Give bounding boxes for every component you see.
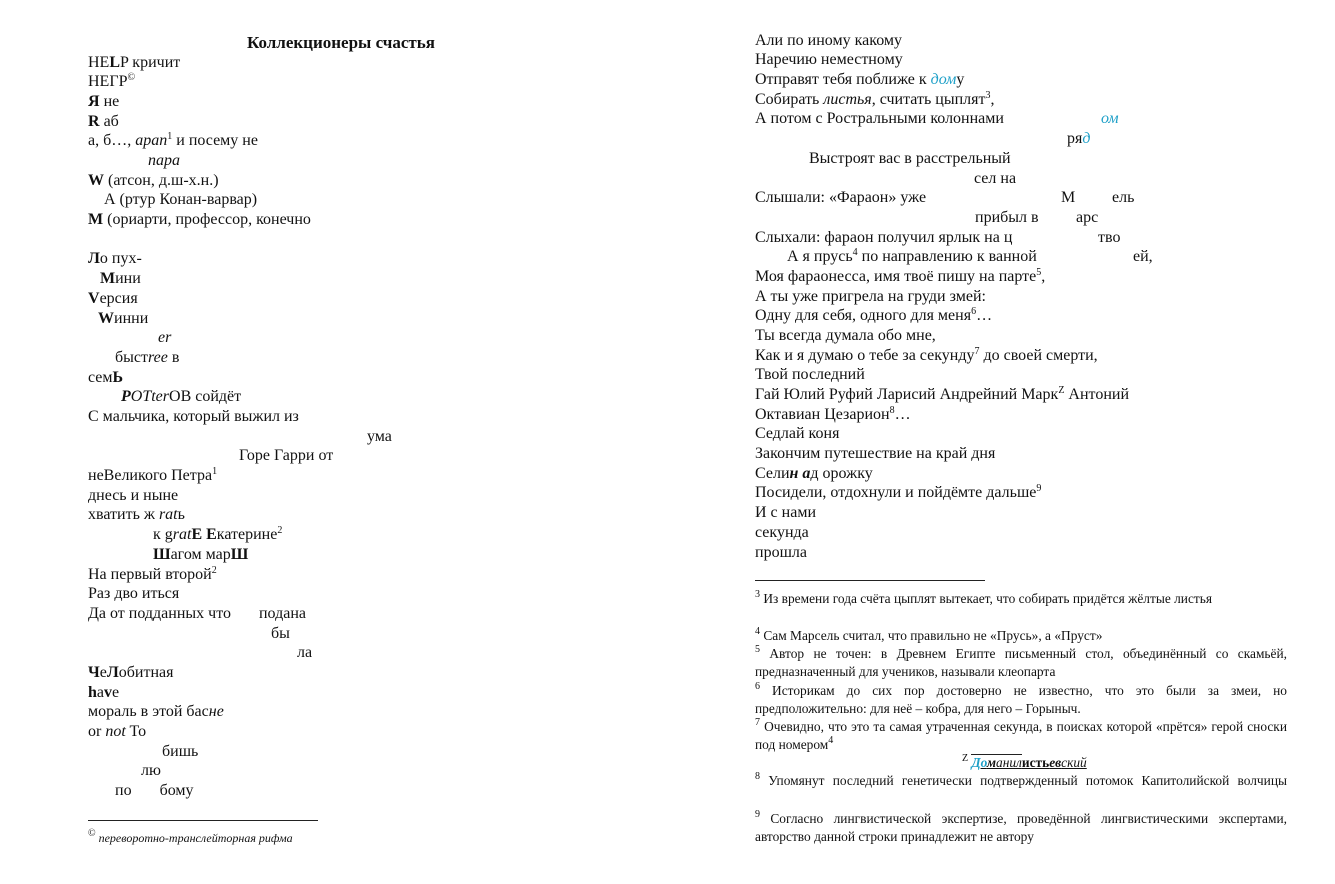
poem-line: хватить ж ratь: [88, 506, 185, 523]
poem-line: На первый второй$^2$: [88, 565, 217, 583]
footnote-4: $^4$ Сам Марсель считал, что правильно не «Прусь», а «Пруст»: [755, 626, 1103, 643]
poem-fragment: арс: [1076, 209, 1099, 226]
poem-line: неВеликого Петра$^1$: [88, 466, 218, 484]
poem-line: Гай Юлий Руфий Ларисий Андрейний Марк$^Z$ Антоний: [755, 385, 1130, 403]
poem-fragment: М: [1061, 189, 1076, 206]
footnote-7: $^7$ Очевидно, что это та самая утраченная секунда, в поисках которой «прётся» герой сноски под номером$^4$: [755, 717, 1287, 753]
poem-line: А ты уже пригрела на груди змей:: [755, 288, 986, 305]
poem-line: днесь и ныне: [88, 487, 179, 504]
poem-line: Слышали: «Фараон» уже: [755, 189, 927, 206]
poem-line: А потом с Ростральными колоннами: [755, 110, 1004, 127]
poem-line: M (ориарти, профессор, конечно: [88, 211, 311, 228]
poem-line: Отправят тебя поближе к дому: [755, 71, 965, 88]
footnote-separator: [755, 580, 985, 581]
poem-line: семЬ: [88, 369, 124, 386]
poem-line: НЕLP кричит: [88, 54, 181, 71]
poem-line: R аб: [88, 113, 119, 130]
poem-line: А я пруcь$^4$ по направлению к ванной: [787, 247, 1037, 265]
poem-line: ла: [297, 644, 313, 661]
poem-line: Да от подданных что подана: [88, 605, 306, 622]
poem-line: А (ртур Конан-варвар): [104, 191, 258, 208]
poem-line: Я не: [88, 93, 120, 110]
poem-line: Мини: [100, 270, 141, 287]
poem-line: быстree в: [115, 349, 180, 366]
poem-line: ЧеЛобитная: [88, 664, 174, 681]
poem-fragment: ом: [1101, 110, 1119, 127]
poem-fragment: тво: [1098, 229, 1121, 246]
poem-line: прибыл в: [975, 209, 1039, 226]
poem-line: Шагом марШ: [153, 546, 249, 563]
footnote-z: $^Z$ Доманилистьевский: [962, 753, 1087, 770]
poem-line: Селин ад орожку: [755, 465, 873, 482]
poem-line: W (атсон, д.ш-х.н.): [88, 172, 219, 189]
poem-line: Ты всегда думала обо мне,: [755, 327, 936, 344]
footnote-3: $^3$ Из времени года счёта цыплят вытекает, что собирать придётся жёлтые листья: [755, 589, 1213, 606]
poem-line: Али по иному какому: [755, 32, 903, 49]
poem-line: Выстроят вас в расстрельный: [809, 150, 1011, 167]
poem-line: hаvе: [88, 684, 120, 701]
poem-line: Ло пух-: [88, 250, 142, 267]
poem-line: пара: [148, 152, 180, 169]
poem-fragment: ель: [1112, 189, 1135, 206]
poem-line: Vерсия: [88, 290, 138, 307]
poem-line: Как и я думаю о тебе за секунду$^7$ до своей смерти,: [755, 346, 1098, 364]
poem-line: а, б…, арап$^1$ и посему не: [88, 131, 258, 149]
poem-line: Раз дво иться: [88, 585, 180, 602]
poem-line: Слыхали: фараон получил ярлык на ц: [755, 229, 1013, 246]
poem-line: POTterОВ сойдёт: [121, 388, 242, 405]
poem-line: Седлай коня: [755, 425, 840, 442]
poem-line: ряд: [1067, 130, 1091, 147]
poem-line: Горе Гарри от: [239, 447, 334, 464]
poem-line: мораль в этой басне: [88, 703, 224, 720]
footnote-8: $^8$ Упомянут последний генетически подтвержденный потомок Капитолийской волчицы: [755, 771, 1287, 788]
poem-line: Моя фараонесса, имя твоё пишу на парте$^5$,: [755, 267, 1046, 285]
poem-line: лю: [141, 762, 161, 779]
poem-line: прошла: [755, 544, 807, 561]
poem-line: ума: [367, 428, 392, 445]
poem-line: Одну для себя, одного для меня$^6$…: [755, 306, 993, 324]
footnote-5: $^5$ Автор не точен: в Древнем Египте письменный стол, объединённый со скамьёй, предназначенный для учеников, называли клеопарта: [755, 644, 1287, 680]
poem-line: Наречию неместному: [755, 51, 903, 68]
poem-line: or not To: [88, 723, 147, 740]
poem-line: по бому: [115, 782, 194, 799]
footnote-9: $^9$ Согласно лингвистической экспертизе, проведённой лингвистическими экспертами, авторство данной строки принадлежит не автору: [755, 809, 1287, 845]
poem-line: er: [158, 329, 172, 346]
poem-line: Закончим путешествие на край дня: [755, 445, 996, 462]
poem-line: секунда: [755, 524, 809, 541]
poem-line: бы: [271, 625, 290, 642]
poem-line: Посидели, отдохнули и пойдёмте дальше$^9$: [755, 483, 1042, 501]
poem-line: к gratE Eкатерине$^2$: [153, 525, 283, 543]
poem-line: Октавиан Цезарион$^8$…: [755, 405, 911, 423]
poem-line: С мальчика, который выжил из: [88, 408, 299, 425]
poem-title: Коллекционеры счастья: [247, 33, 435, 52]
poem-line: И с нами: [755, 504, 817, 521]
poem-line: Собирать листья, считать цыплят$^3$,: [755, 90, 995, 108]
poem-fragment: ей,: [1133, 248, 1153, 265]
poem-line: Твой последний: [755, 366, 865, 383]
poem-line: Wинни: [98, 310, 149, 327]
poem-line: бишь: [162, 743, 199, 760]
poem-line: сел на: [974, 170, 1017, 187]
footnote-6: $^6$ Историкам до сих пор достоверно не известно, что это были за змеи, но предположительно: для неё – кобра, для него – Горыныч.: [755, 681, 1287, 717]
poem-line: НЕГР©: [88, 72, 136, 90]
footnote-left: © переворотно-транслейторная рифма: [88, 828, 293, 845]
